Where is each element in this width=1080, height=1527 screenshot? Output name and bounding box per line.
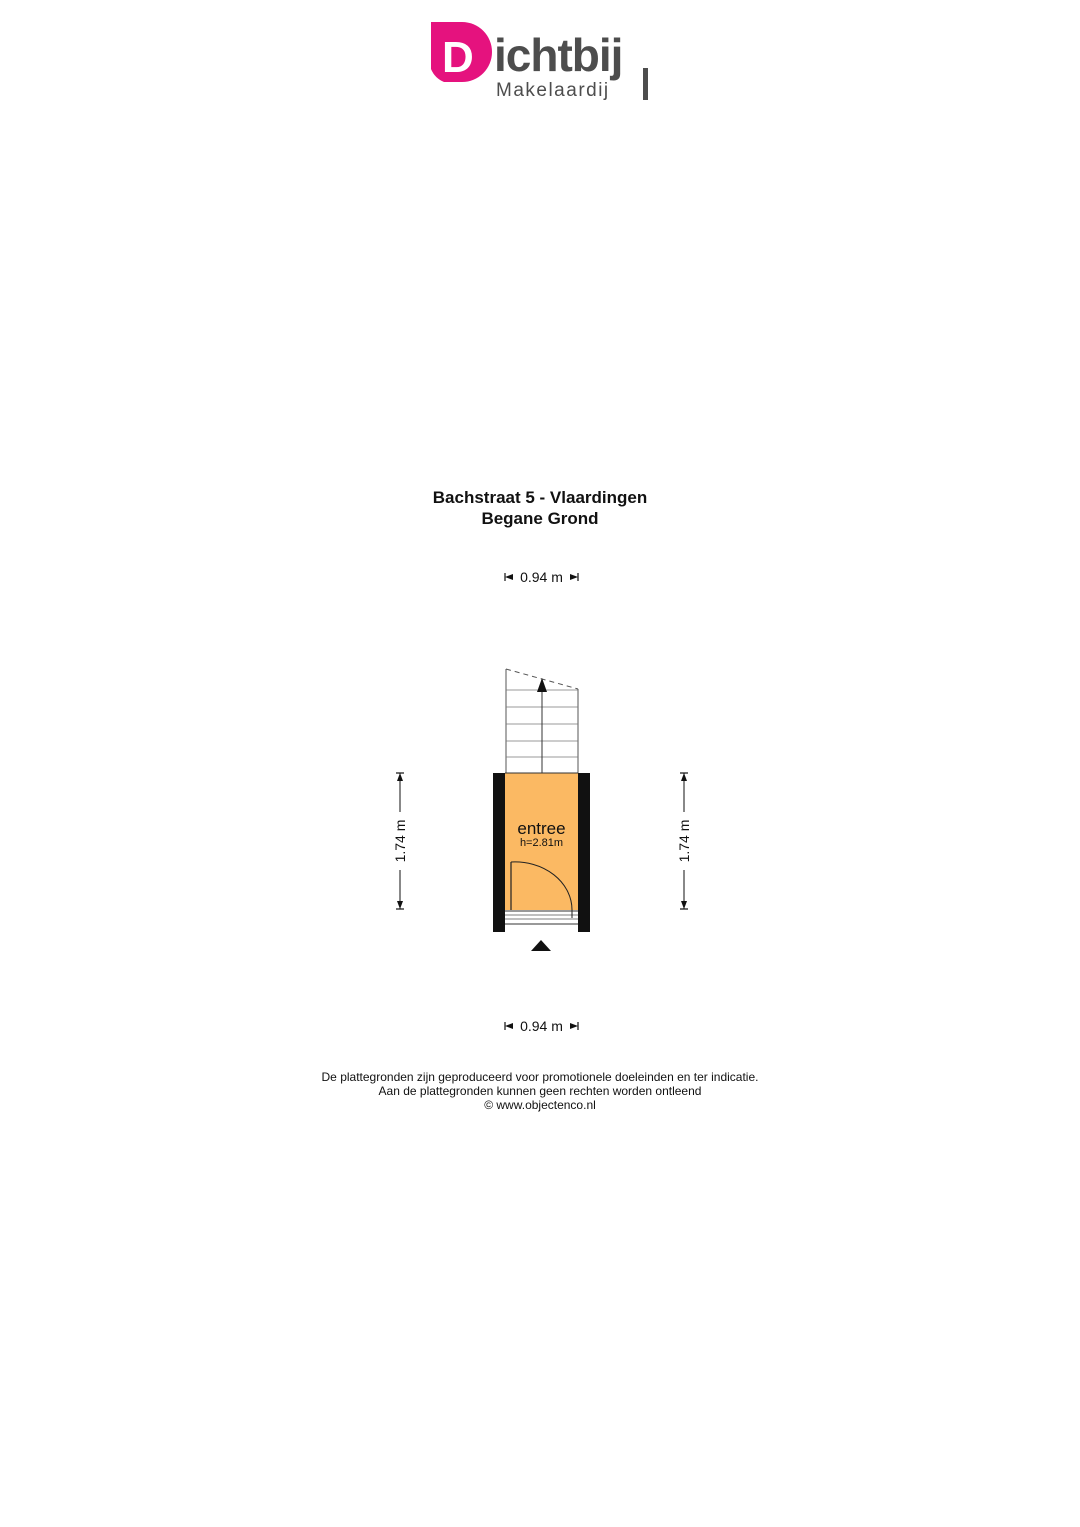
logo-word: ichtbij	[494, 29, 623, 81]
stair-direction-arrow-icon	[537, 678, 547, 692]
logo-initial: D	[442, 33, 474, 82]
top-dimension	[505, 569, 578, 585]
bottom-dimension	[505, 1018, 578, 1034]
wall-right	[578, 773, 590, 932]
disclaimer-line-2: Aan de plattegronden kunnen geen rechten worden ontleend	[378, 1084, 702, 1098]
left-dimension-label: 1.74 m	[392, 819, 408, 863]
room-name-label: entree	[517, 819, 566, 838]
logo-sub: Makelaardij	[496, 80, 610, 101]
address-title: Bachstraat 5 - Vlaardingen	[432, 488, 648, 507]
disclaimer-line-1: De plattegronden zijn geproduceerd voor promotionele doeleinden en ter indicatie.	[321, 1070, 759, 1084]
bottom-dimension-label: 0.94 m	[520, 1018, 563, 1034]
entrance-arrow-icon	[531, 940, 551, 951]
disclaimer	[0, 1070, 1080, 1112]
wall-left	[493, 773, 505, 932]
left-dimension	[392, 773, 408, 909]
floor-title: Begane Grond	[481, 509, 599, 528]
right-dimension	[676, 773, 692, 909]
room-height-label: h=2.81m	[519, 837, 564, 849]
right-dimension-label: 1.74 m	[676, 819, 692, 863]
staircase	[506, 669, 578, 773]
room-entree	[493, 773, 590, 932]
top-dimension-label: 0.94 m	[520, 569, 563, 585]
disclaimer-line-3: © www.objectenco.nl	[484, 1098, 596, 1112]
